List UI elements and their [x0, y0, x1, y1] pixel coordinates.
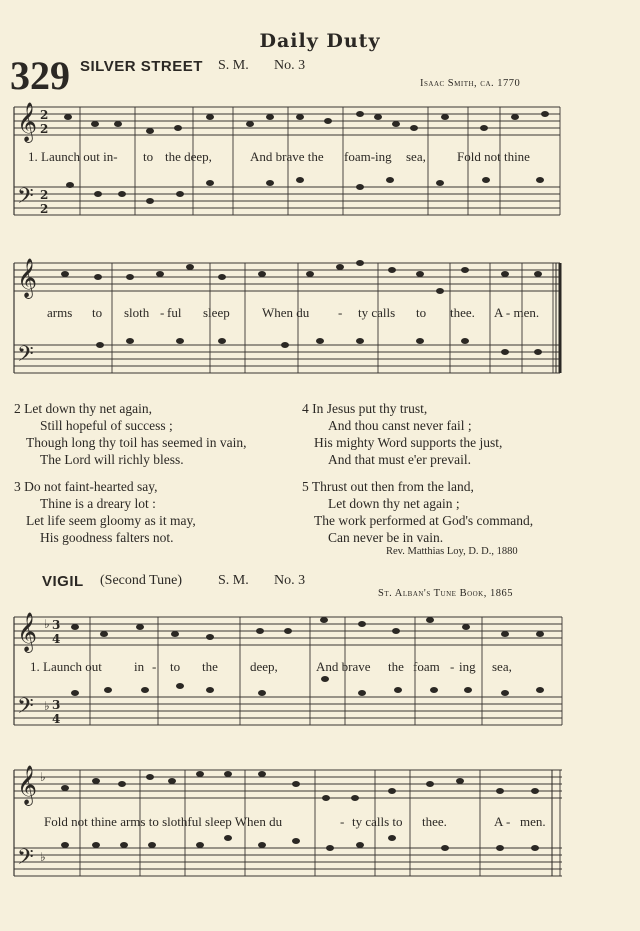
lyric-syllable: arms	[47, 305, 73, 320]
tune-name: SILVER STREET	[80, 58, 203, 75]
lyric-syllable: thee.	[450, 305, 475, 320]
svg-text:♭: ♭	[44, 617, 50, 631]
lyric-syllable: ful	[167, 305, 182, 320]
lyric-syllable: A - men.	[494, 305, 540, 320]
svg-text:2: 2	[40, 202, 49, 216]
svg-text:𝄢: 𝄢	[17, 184, 34, 214]
lyric-syllable: ty calls	[358, 305, 396, 320]
composer-credit: Isaac Smith, ca. 1770	[420, 78, 521, 89]
svg-text:4: 4	[52, 712, 61, 726]
verse-5-line-4: Can never be in vain.	[328, 530, 444, 545]
verse-5-line-3: The work performed at God's command,	[314, 513, 534, 528]
staff-system-1-treble	[14, 107, 560, 135]
verse-2-line-4: The Lord will richly bless.	[40, 452, 184, 467]
svg-text:𝄞: 𝄞	[17, 612, 38, 652]
verse-5-line-2: Let down thy net again ;	[328, 496, 460, 511]
verse-4-line-3: His mighty Word supports the just,	[314, 435, 503, 450]
verse-2-line-3: Though long thy toil has seemed in vain,	[26, 435, 247, 450]
svg-text:2: 2	[40, 108, 49, 122]
svg-text:2: 2	[40, 122, 49, 136]
lyric-syllable: the	[388, 659, 404, 674]
svg-text:♭: ♭	[40, 770, 46, 784]
svg-text:𝄢: 𝄢	[17, 694, 34, 724]
verse-3-line-2: Thine is a dreary lot :	[40, 496, 156, 511]
lyric-syllable: Fold not thine arms to slothful sleep When du	[44, 814, 283, 829]
lyric-syllable: -	[450, 659, 455, 674]
lyric-syllable: -	[340, 814, 345, 829]
lyric-syllable: to	[416, 305, 427, 320]
tune-number: No. 3	[274, 58, 306, 73]
tune-name: VIGIL	[42, 573, 84, 590]
lyric-syllable: -	[338, 305, 343, 320]
tune-number: No. 3	[274, 573, 306, 588]
svg-text:3: 3	[52, 698, 61, 712]
lyric-syllable: When du	[262, 305, 310, 320]
lyric-syllable: And brave the	[250, 149, 324, 164]
lyric-syllable: foam-ing	[344, 149, 392, 164]
lyric-syllable: the	[202, 659, 218, 674]
verse-2-line-2: Still hopeful of success ;	[40, 418, 173, 433]
lyric-syllable: 1. Launch out	[30, 659, 102, 674]
svg-text:4: 4	[52, 632, 61, 646]
lyric-syllable: sea,	[492, 659, 512, 674]
svg-text:𝄢: 𝄢	[17, 342, 34, 372]
lyric-syllable: And brave	[316, 659, 371, 674]
svg-text:𝄞: 𝄞	[17, 258, 38, 298]
verse-3-line-1: 3 Do not faint-hearted say,	[14, 479, 158, 494]
lyric-syllable: men.	[520, 814, 546, 829]
lyric-syllable: to	[92, 305, 103, 320]
staff-system-1-bass	[14, 187, 560, 215]
lyric-syllable: to	[170, 659, 181, 674]
lyric-syllable: in	[134, 659, 145, 674]
lyric-syllable: deep,	[250, 659, 278, 674]
lyric-syllable: Fold not thine	[457, 149, 530, 164]
hymn-number: 329	[10, 53, 70, 98]
section-title: Daily Duty	[259, 30, 381, 52]
svg-text:2: 2	[40, 188, 49, 202]
lyric-syllable: sea,	[406, 149, 426, 164]
svg-text:𝄢: 𝄢	[17, 845, 34, 875]
lyric-syllable: sleep	[203, 305, 230, 320]
svg-text:𝄞: 𝄞	[17, 765, 38, 805]
verse-4-line-2: And thou canst never fail ;	[328, 418, 472, 433]
verse-5-line-1: 5 Thrust out then from the land,	[302, 479, 474, 494]
lyric-syllable: 1. Launch out in-	[28, 149, 118, 164]
verse-4-line-1: 4 In Jesus put thy trust,	[302, 401, 428, 416]
verse-4-line-4: And that must e'er prevail.	[328, 452, 472, 467]
lyric-syllable: -	[152, 659, 157, 674]
lyric-syllable: to	[143, 149, 154, 164]
author-credit: Rev. Matthias Loy, D. D., 1880	[386, 546, 518, 557]
tune-variant: (Second Tune)	[100, 573, 183, 588]
lyric-syllable: sloth	[124, 305, 150, 320]
tune-meter: S. M.	[218, 573, 249, 588]
svg-text:♭: ♭	[40, 850, 46, 864]
tune-source: St. Alban's Tune Book, 1865	[378, 588, 513, 599]
verse-3-line-3: Let life seem gloomy as it may,	[26, 513, 196, 528]
svg-text:𝄞: 𝄞	[17, 102, 38, 142]
lyric-syllable: thee.	[422, 814, 447, 829]
tune-meter: S. M.	[218, 58, 249, 73]
lyric-syllable: A	[494, 814, 504, 829]
lyric-syllable: -	[160, 305, 165, 320]
lyric-syllable: foam	[413, 659, 440, 674]
svg-text:♭: ♭	[44, 699, 50, 713]
lyric-syllable: ing	[459, 659, 476, 674]
verse-2-line-1: 2 Let down thy net again,	[14, 401, 152, 416]
verse-3-line-4: His goodness falters not.	[40, 530, 174, 545]
lyric-syllable: ty calls to	[352, 814, 403, 829]
svg-text:3: 3	[52, 618, 61, 632]
lyric-syllable: the deep,	[165, 149, 212, 164]
lyric-syllable: -	[506, 814, 511, 829]
